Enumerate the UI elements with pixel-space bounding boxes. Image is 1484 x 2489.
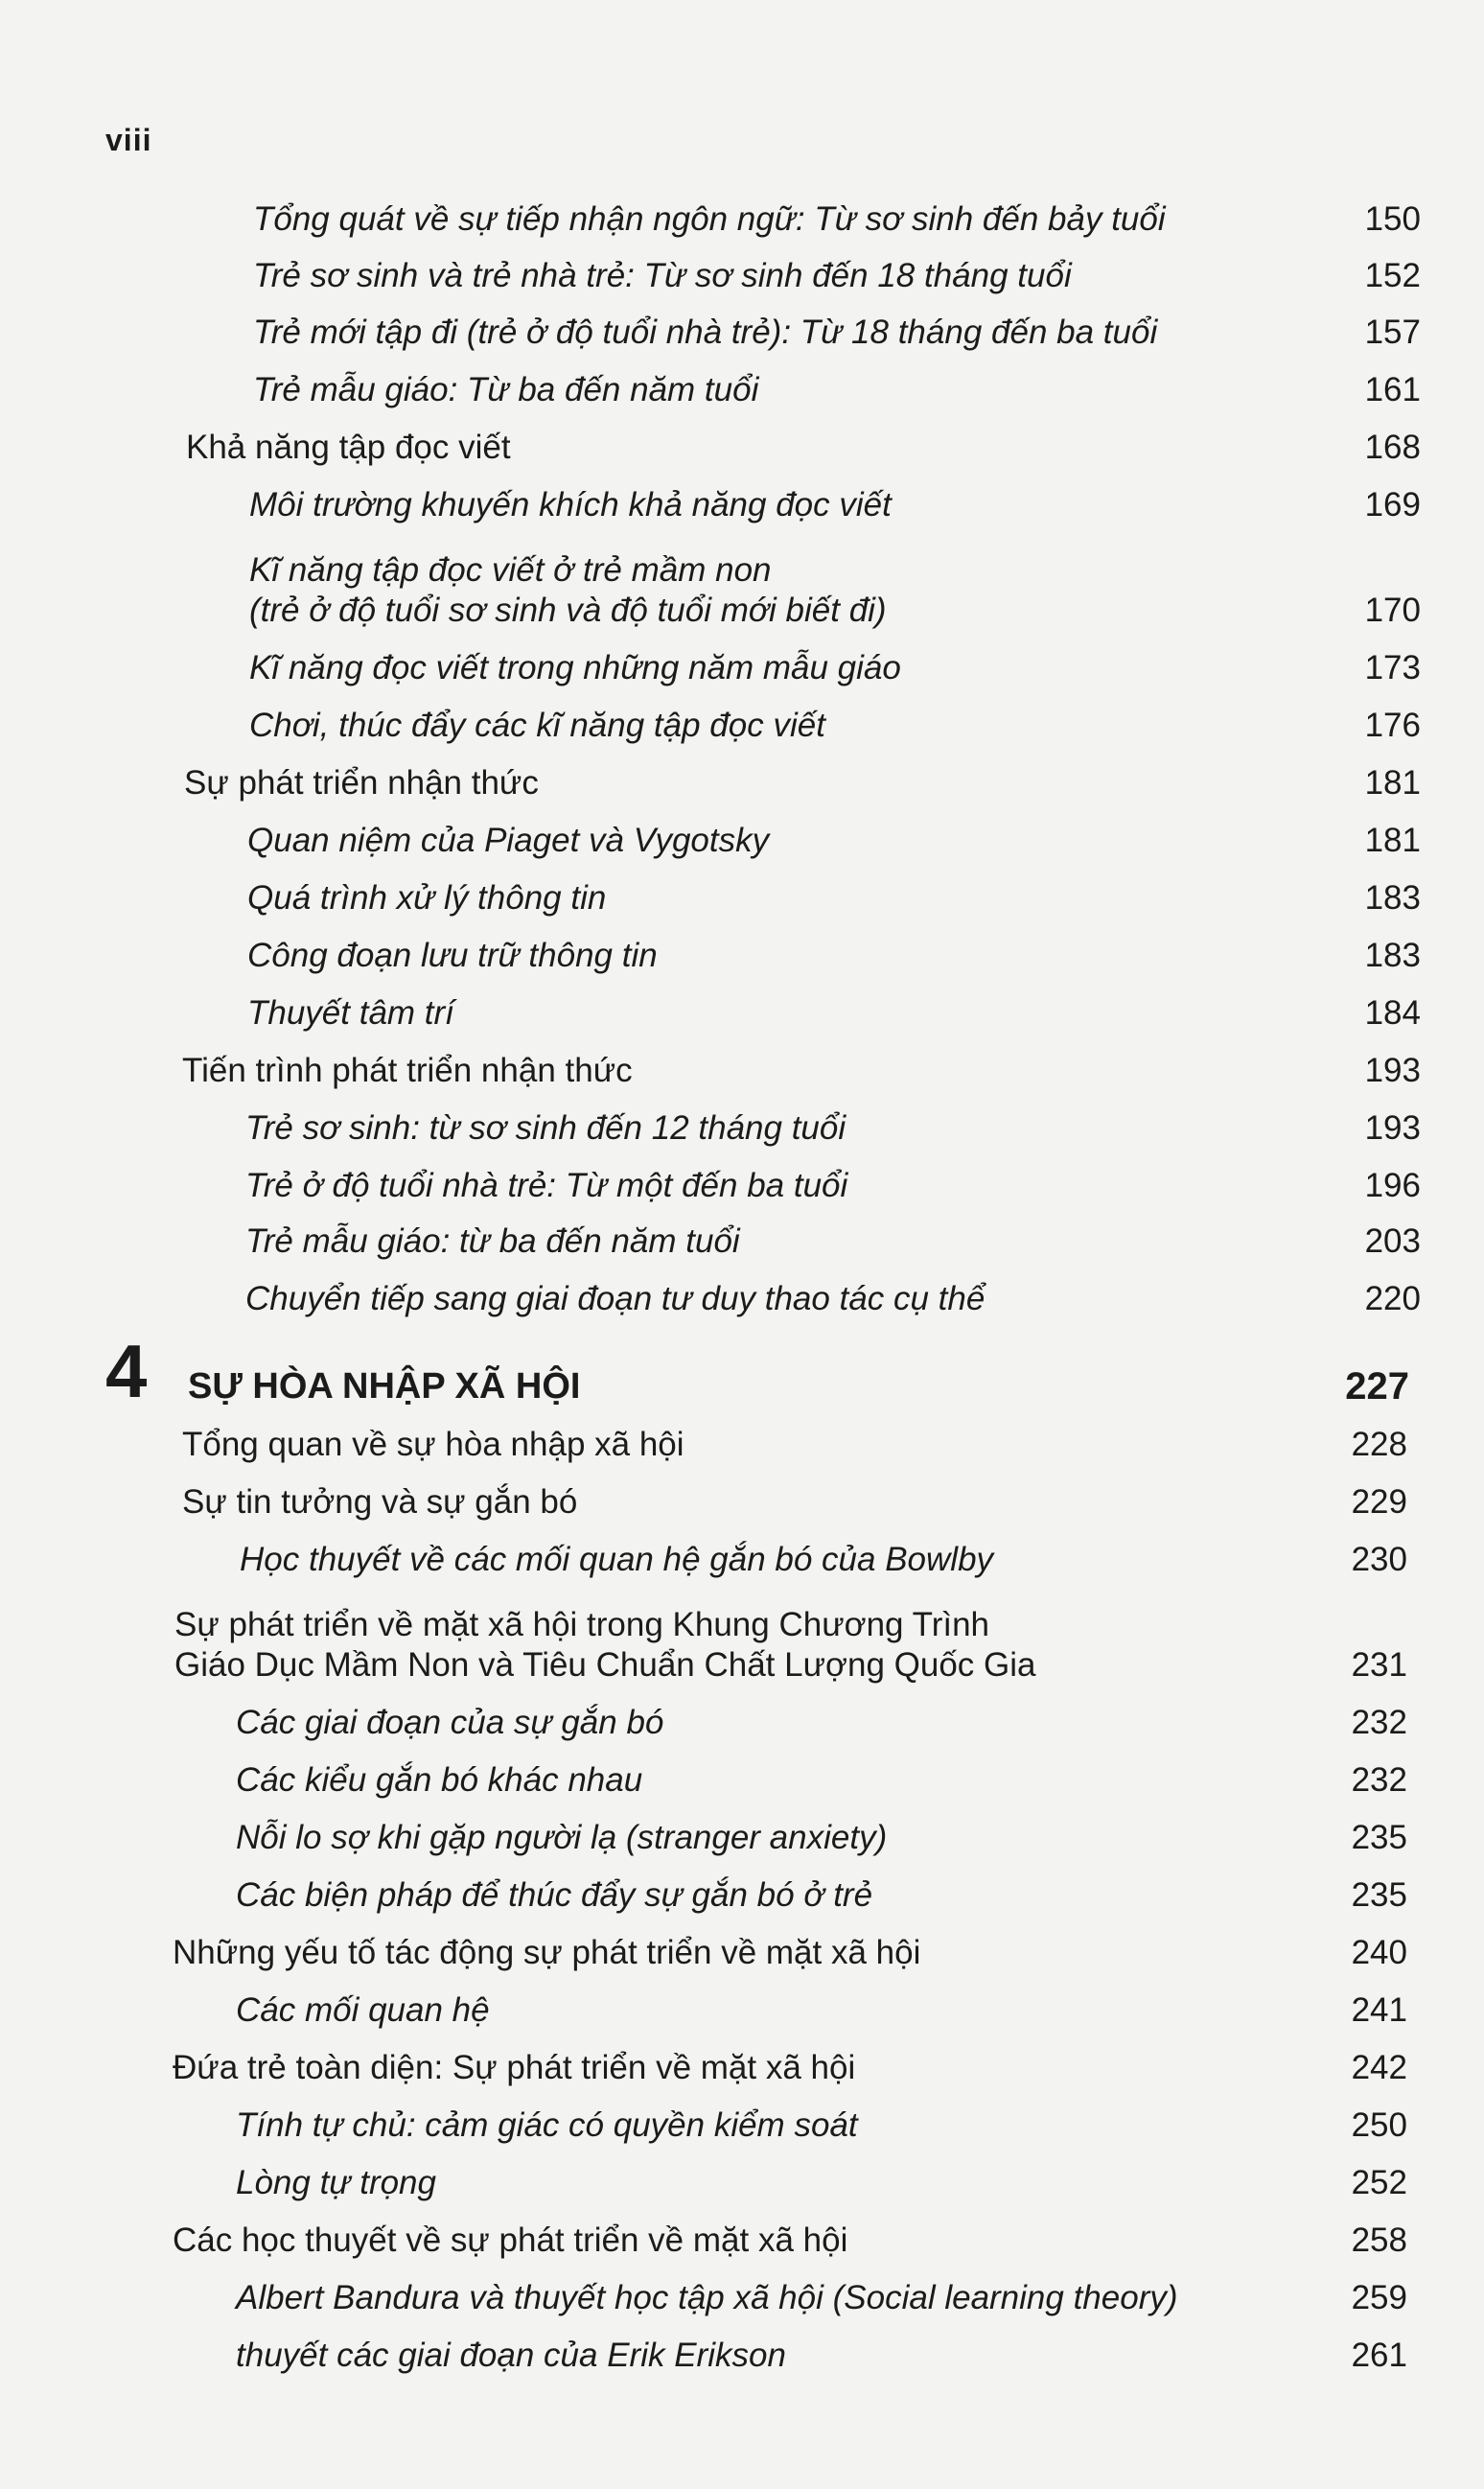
toc-entry-page: 161 [1364, 371, 1421, 408]
toc-entry-title: Trẻ mẫu giáo: Từ ba đến năm tuổi [253, 371, 759, 408]
toc-entry[interactable] [240, 1532, 1407, 1580]
toc-entry[interactable] [182, 1417, 1407, 1465]
toc-entry-title: Kĩ năng đọc viết trong những năm mẫu giáo [249, 649, 901, 686]
toc-entry[interactable] [245, 1158, 1421, 1206]
toc-entry-page: 252 [1351, 2164, 1407, 2201]
toc-entry-page: 170 [1364, 592, 1421, 629]
toc-entry-title: Trẻ mới tập đi (trẻ ở độ tuổi nhà trẻ): Từ 18 tháng đến ba tuổi [253, 314, 1158, 351]
toc-entry-title: Lòng tự trọng [236, 2164, 436, 2201]
toc-entry[interactable] [249, 640, 1421, 688]
toc-entry-title: Tổng quan về sự hòa nhập xã hội [182, 1426, 684, 1463]
toc-entry[interactable] [247, 813, 1421, 861]
toc-entry[interactable] [245, 1271, 1421, 1319]
toc-entry-title: Khả năng tập đọc viết [186, 429, 511, 466]
chapter-heading[interactable] [105, 1329, 1409, 1413]
toc-entry-page: 229 [1351, 1483, 1407, 1521]
toc-entry-page: 176 [1364, 707, 1421, 744]
toc-entry[interactable] [182, 1043, 1421, 1091]
toc-entry-page: 181 [1364, 764, 1421, 802]
toc-entry-title: Các kiểu gắn bó khác nhau [236, 1761, 643, 1799]
toc-entry-title [174, 1605, 1321, 1686]
toc-entry-page: 181 [1364, 822, 1421, 859]
toc-entry-title-line2: Giáo Dục Mầm Non và Tiêu Chuẩn Chất Lượng Quốc Gia [174, 1646, 1036, 1684]
toc-entry-title: Sự phát triển nhận thức [184, 764, 539, 802]
toc-entry-page: 183 [1364, 937, 1421, 974]
toc-entry-title: Trẻ ở độ tuổi nhà trẻ: Từ một đến ba tuổi [245, 1167, 848, 1204]
toc-entry-page: 152 [1364, 257, 1421, 294]
toc-entry-page: 168 [1364, 429, 1421, 466]
toc-entry-title: Chơi, thúc đẩy các kĩ năng tập đọc viết [249, 707, 825, 744]
toc-entry-title: Học thuyết về các mối quan hệ gắn bó của Bowlby [240, 1541, 994, 1578]
toc-entry-page: 235 [1351, 1876, 1407, 1914]
toc-entry-title: Công đoạn lưu trữ thông tin [247, 937, 658, 974]
toc-entry[interactable] [253, 248, 1421, 296]
toc-entry-page: 259 [1351, 2279, 1407, 2316]
toc-entry-page: 240 [1351, 1934, 1407, 1971]
toc-entry[interactable] [236, 2098, 1407, 2146]
toc-entry-title: Những yếu tố tác động sự phát triển về mặt xã hội [173, 1934, 921, 1971]
toc-entry-title: Các mối quan hệ [236, 1991, 490, 2029]
toc-entry-title: Đứa trẻ toàn diện: Sự phát triển về mặt xã hội [173, 2049, 856, 2086]
toc-entry-title: Tổng quát về sự tiếp nhận ngôn ngữ: Từ sơ sinh đến bảy tuổi [253, 200, 1166, 238]
toc-entry[interactable] [236, 2155, 1407, 2203]
toc-entry-title: Quan niệm của Piaget và Vygotsky [247, 822, 770, 859]
toc-entry[interactable] [186, 420, 1421, 468]
toc-entry-page: 231 [1351, 1646, 1407, 1684]
toc-entry-page: 241 [1351, 1991, 1407, 2029]
toc-entry-page: 157 [1364, 314, 1421, 351]
toc-entry-page: 173 [1364, 649, 1421, 686]
toc-entry[interactable] [253, 305, 1421, 353]
toc-entry-page: 183 [1364, 879, 1421, 917]
toc-entry-title: Trẻ mẫu giáo: từ ba đến năm tuổi [245, 1222, 740, 1260]
toc-entry-page: 242 [1351, 2049, 1407, 2086]
toc-entry[interactable] [173, 1925, 1407, 1973]
toc-entry[interactable] [173, 2213, 1407, 2261]
toc-entry[interactable] [245, 1214, 1421, 1262]
toc-entry[interactable] [184, 756, 1421, 803]
toc-entry[interactable] [236, 1695, 1407, 1743]
toc-entry-title: Các học thuyết về sự phát triển về mặt xã hội [173, 2221, 848, 2259]
toc-entry[interactable] [249, 698, 1421, 746]
toc-entry[interactable] [236, 2270, 1407, 2318]
chapter-title: SỰ HÒA NHẬP XÃ HỘI [188, 1366, 581, 1407]
toc-entry-title: Quá trình xử lý thông tin [247, 879, 607, 917]
toc-entry-page: 232 [1351, 1761, 1407, 1799]
toc-entry-title: Tính tự chủ: cảm giác có quyền kiểm soát [236, 2106, 858, 2144]
toc-entry[interactable] [174, 1593, 1407, 1686]
toc-entry-page: 220 [1364, 1280, 1421, 1317]
toc-entry[interactable] [236, 1983, 1407, 2031]
toc-entry-title-line2: (trẻ ở độ tuổi sơ sinh và độ tuổi mới biết đi) [249, 592, 887, 629]
toc-entry[interactable] [253, 362, 1421, 410]
toc-entry-title: Trẻ sơ sinh: từ sơ sinh đến 12 tháng tuổi [245, 1109, 846, 1147]
toc-entry-page: 258 [1351, 2221, 1407, 2259]
toc-entry-page: 203 [1364, 1222, 1421, 1260]
toc-entry-page: 150 [1364, 200, 1421, 238]
toc-entry-title: Trẻ sơ sinh và trẻ nhà trẻ: Từ sơ sinh đến 18 tháng tuổi [253, 257, 1072, 294]
toc-entry[interactable] [247, 928, 1421, 976]
toc-entry-page: 235 [1351, 1819, 1407, 1856]
toc-entry-title: Chuyển tiếp sang giai đoạn tư duy thao tác cụ thể [245, 1280, 985, 1317]
chapter-page: 227 [1345, 1365, 1409, 1407]
toc-entry-title: Tiến trình phát triển nhận thức [182, 1052, 633, 1089]
toc-entry-page: 184 [1364, 994, 1421, 1032]
toc-entry[interactable] [236, 1810, 1407, 1858]
toc-entry-title [249, 550, 1334, 631]
toc-entry-page: 193 [1364, 1052, 1421, 1089]
toc-entry[interactable] [236, 1753, 1407, 1801]
toc-entry-page: 230 [1351, 1541, 1407, 1578]
toc-entry-title: Thuyết tâm trí [247, 994, 454, 1032]
toc-entry-title-line1: Kĩ năng tập đọc viết ở trẻ mầm non [249, 551, 772, 589]
toc-entry[interactable] [245, 1101, 1421, 1149]
toc-entry[interactable] [253, 192, 1421, 240]
toc-entry-title-line1: Sự phát triển về mặt xã hội trong Khung Chương Trình [174, 1606, 989, 1643]
toc-entry-page: 196 [1364, 1167, 1421, 1204]
toc-entry-title: Môi trường khuyến khích khả năng đọc viết [249, 486, 892, 523]
toc-entry-page: 169 [1364, 486, 1421, 523]
toc-entry-page: 228 [1351, 1426, 1407, 1463]
toc-entry-title: Các giai đoạn của sự gắn bó [236, 1704, 664, 1741]
chapter-number: 4 [105, 1329, 146, 1413]
toc-entry-title: Các biện pháp để thúc đẩy sự gắn bó ở trẻ [236, 1876, 873, 1914]
toc-entry-title: Nỗi lo sợ khi gặp người lạ (stranger anxiety) [236, 1819, 888, 1856]
toc-entry-page: 193 [1364, 1109, 1421, 1147]
toc-entry-title: thuyết các giai đoạn của Erik Erikson [236, 2337, 786, 2374]
toc-entry[interactable] [236, 1868, 1407, 1916]
toc-entry-page: 261 [1351, 2337, 1407, 2374]
toc-entry[interactable] [249, 477, 1421, 525]
toc-entry[interactable] [182, 1475, 1407, 1523]
toc-entry[interactable] [247, 986, 1421, 1034]
toc-entry[interactable] [249, 539, 1421, 631]
toc-entry[interactable] [236, 2328, 1407, 2376]
toc-entry[interactable] [247, 871, 1421, 919]
page-number: viii [105, 123, 152, 157]
toc-entry-page: 232 [1351, 1704, 1407, 1741]
toc-entry-title: Albert Bandura và thuyết học tập xã hội (Social learning theory) [236, 2279, 1178, 2316]
toc-entry-page: 250 [1351, 2106, 1407, 2144]
toc-entry-title: Sự tin tưởng và sự gắn bó [182, 1483, 578, 1521]
toc-entry[interactable] [173, 2040, 1407, 2088]
